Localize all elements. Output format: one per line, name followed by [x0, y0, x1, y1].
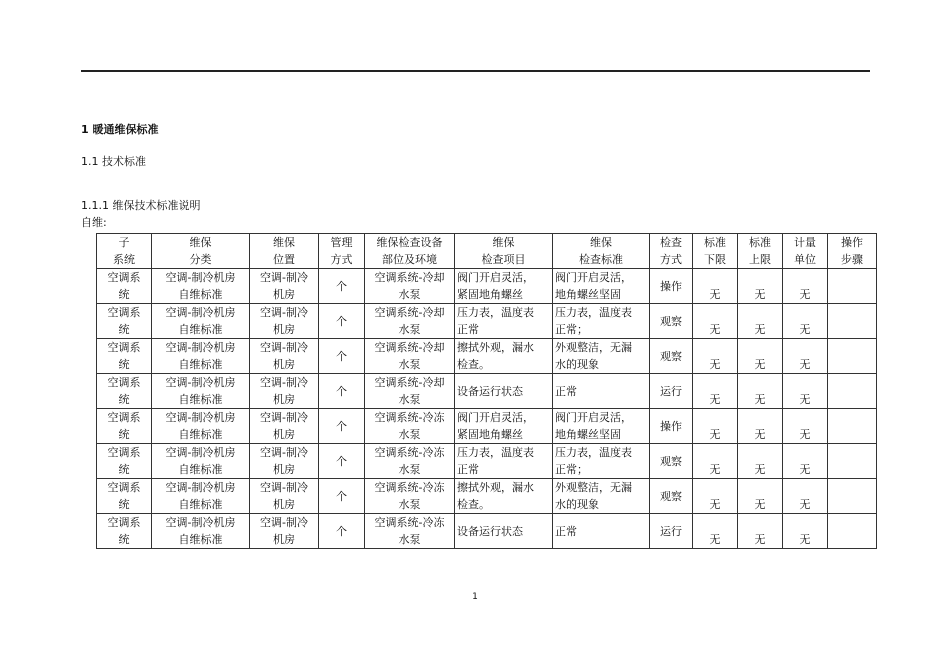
cell-line: 空调-制冷 — [260, 271, 308, 284]
cell-line: 空调系统-冷却 — [374, 376, 445, 389]
column-header — [319, 234, 365, 269]
table-cell — [455, 444, 553, 479]
cell-line: 机房 — [273, 288, 295, 301]
header-line: 分类 — [189, 253, 212, 266]
table-cell — [828, 514, 877, 549]
cell-line: 水泵 — [398, 428, 421, 441]
cell-line: 空调-制冷 — [260, 306, 308, 319]
table-cell — [828, 374, 877, 409]
table-cell — [365, 374, 455, 409]
header-line: 维保 — [189, 236, 212, 249]
table-cell — [365, 444, 455, 479]
table-cell — [250, 269, 319, 304]
table-cell — [152, 374, 250, 409]
table-cell — [152, 479, 250, 514]
cell-line: 检查。 — [457, 358, 490, 371]
cell-line: 空调系统-冷却 — [374, 341, 445, 354]
table-cell: 个 — [319, 374, 365, 409]
table-cell — [250, 409, 319, 444]
table-body — [97, 269, 877, 549]
table-cell — [250, 444, 319, 479]
column-header — [97, 234, 152, 269]
header-line: 部位及环境 — [382, 253, 437, 266]
table-cell: 无 — [738, 374, 783, 409]
table-cell: 运行 — [650, 514, 693, 549]
heading-3: 1.1.1 维保技术标准说明 — [81, 199, 201, 212]
table-row — [97, 339, 877, 374]
cell-line: 压力表，温度表 — [457, 306, 534, 319]
cell-line: 压力表，温度表 — [555, 306, 632, 319]
cell-line: 空调-制冷机房 — [165, 411, 236, 424]
cell-line: 统 — [118, 393, 130, 406]
cell-line: 机房 — [273, 393, 295, 406]
table-cell: 个 — [319, 339, 365, 374]
cell-line: 正常 — [555, 384, 577, 398]
table-cell — [152, 339, 250, 374]
column-header — [250, 234, 319, 269]
header-line: 维保 — [590, 236, 612, 249]
header-line: 维保检查设备 — [376, 236, 443, 249]
header-line: 方式 — [330, 253, 353, 266]
table-cell — [250, 374, 319, 409]
cell-line: 空调系统-冷冻 — [374, 481, 445, 494]
cell-line: 阀门开启灵活， — [457, 271, 534, 284]
table-cell — [250, 339, 319, 374]
column-header — [650, 234, 693, 269]
cell-line: 机房 — [273, 428, 295, 441]
table-cell — [553, 444, 650, 479]
table-cell — [553, 269, 650, 304]
cell-line: 压力表，温度表 — [555, 446, 632, 459]
table-cell — [365, 269, 455, 304]
column-header — [738, 234, 783, 269]
cell-line: 空调-制冷 — [260, 411, 308, 424]
table-cell: 无 — [783, 514, 828, 549]
header-line: 管理 — [330, 236, 353, 249]
header-line: 操作 — [841, 236, 863, 249]
table-cell: 操作 — [650, 409, 693, 444]
cell-line: 水泵 — [398, 463, 421, 476]
cell-line: 统 — [118, 358, 130, 371]
page-number: 1 — [472, 592, 478, 602]
cell-line: 机房 — [273, 498, 295, 511]
table-cell: 个 — [319, 409, 365, 444]
table-cell: 无 — [738, 269, 783, 304]
table-cell — [250, 514, 319, 549]
header-line: 上限 — [749, 253, 771, 266]
cell-line: 自维标准 — [178, 533, 223, 546]
cell-line: 设备运行状态 — [457, 524, 523, 538]
table-cell — [365, 339, 455, 374]
cell-line: 空调系 — [107, 481, 141, 494]
column-header — [152, 234, 250, 269]
header-line: 维保 — [273, 236, 295, 249]
cell-line: 水泵 — [398, 498, 421, 511]
table-cell: 无 — [693, 269, 738, 304]
table-cell — [553, 409, 650, 444]
table-cell: 无 — [738, 339, 783, 374]
cell-line: 空调系 — [107, 411, 141, 424]
table-cell — [152, 409, 250, 444]
table-cell — [97, 374, 152, 409]
cell-line: 空调系统-冷冻 — [374, 516, 445, 529]
table-cell — [455, 479, 553, 514]
table-cell: 个 — [319, 269, 365, 304]
cell-line: 地角螺丝坚固 — [555, 288, 621, 301]
cell-line: 空调系统-冷冻 — [374, 411, 445, 424]
cell-line: 自维标准 — [178, 358, 223, 371]
cell-line: 空调-制冷机房 — [165, 516, 236, 529]
header-line: 子 — [118, 236, 130, 249]
cell-line: 正常 — [457, 463, 479, 476]
cell-line: 水的现象 — [555, 498, 599, 511]
subheading: 自维: — [81, 216, 107, 229]
table-cell — [455, 409, 553, 444]
table-cell — [365, 409, 455, 444]
table-cell: 无 — [783, 304, 828, 339]
table-cell — [455, 374, 553, 409]
table-cell — [828, 444, 877, 479]
cell-line: 空调-制冷 — [260, 481, 308, 494]
table-cell: 观察 — [650, 304, 693, 339]
header-line: 标准 — [749, 236, 771, 249]
cell-line: 统 — [118, 498, 130, 511]
table-cell — [250, 304, 319, 339]
cell-line: 空调系统-冷却 — [374, 271, 445, 284]
cell-line: 自维标准 — [178, 498, 223, 511]
header-line: 方式 — [660, 253, 682, 266]
cell-line: 统 — [118, 428, 130, 441]
header-line: 下限 — [704, 253, 726, 266]
table-row — [97, 374, 877, 409]
header-line: 检查 — [660, 236, 682, 249]
table-cell — [455, 304, 553, 339]
table-cell: 观察 — [650, 339, 693, 374]
table-header — [97, 234, 877, 269]
header-line: 维保 — [492, 236, 515, 249]
table-cell: 无 — [693, 304, 738, 339]
table-cell — [553, 479, 650, 514]
table-cell — [97, 409, 152, 444]
cell-line: 水泵 — [398, 393, 421, 406]
table-cell — [365, 304, 455, 339]
header-line: 位置 — [273, 253, 295, 266]
cell-line: 擦拭外观，漏水 — [457, 481, 534, 494]
header-line: 系统 — [113, 253, 135, 266]
cell-line: 机房 — [273, 323, 295, 336]
table-cell: 无 — [693, 479, 738, 514]
table-cell: 无 — [738, 514, 783, 549]
column-header — [693, 234, 738, 269]
table-cell: 无 — [738, 479, 783, 514]
cell-line: 擦拭外观，漏水 — [457, 341, 534, 354]
table-cell — [365, 514, 455, 549]
table-cell — [455, 514, 553, 549]
table-cell: 操作 — [650, 269, 693, 304]
cell-line: 空调系统-冷冻 — [374, 446, 445, 459]
cell-line: 正常； — [555, 463, 588, 476]
table-cell: 无 — [783, 409, 828, 444]
table-cell — [365, 479, 455, 514]
table-cell — [455, 269, 553, 304]
cell-line: 机房 — [273, 533, 295, 546]
cell-line: 水泵 — [398, 533, 421, 546]
cell-line: 自维标准 — [178, 393, 223, 406]
table-cell: 无 — [738, 304, 783, 339]
table-cell: 无 — [693, 374, 738, 409]
table-cell: 无 — [738, 444, 783, 479]
table-cell: 无 — [738, 409, 783, 444]
cell-line: 自维标准 — [178, 288, 223, 301]
table-cell — [97, 269, 152, 304]
table-cell: 无 — [693, 514, 738, 549]
cell-line: 设备运行状态 — [457, 384, 523, 398]
table-cell — [152, 269, 250, 304]
table-cell — [97, 444, 152, 479]
table-cell — [152, 514, 250, 549]
cell-line: 正常 — [457, 323, 479, 336]
table-cell: 观察 — [650, 479, 693, 514]
cell-line: 空调系 — [107, 341, 141, 354]
cell-line: 自维标准 — [178, 323, 223, 336]
header-row — [97, 234, 877, 269]
table-cell: 无 — [783, 444, 828, 479]
header-rule — [81, 70, 870, 72]
cell-line: 自维标准 — [178, 463, 223, 476]
header-line: 计量 — [794, 236, 816, 249]
cell-line: 水泵 — [398, 323, 421, 336]
cell-line: 空调-制冷 — [260, 446, 308, 459]
header-line: 检查项目 — [481, 253, 526, 266]
header-line: 检查标准 — [579, 253, 623, 266]
table-cell: 无 — [693, 444, 738, 479]
heading-2: 1.1 技术标准 — [81, 155, 146, 168]
table-cell — [97, 304, 152, 339]
cell-line: 水泵 — [398, 358, 421, 371]
cell-line: 水泵 — [398, 288, 421, 301]
cell-line: 空调-制冷 — [260, 376, 308, 389]
maintenance-standards-table — [96, 233, 877, 549]
cell-line: 外观整洁，无漏 — [555, 481, 632, 494]
cell-line: 正常； — [555, 323, 588, 336]
cell-line: 统 — [118, 533, 130, 546]
column-header — [455, 234, 553, 269]
cell-line: 空调系 — [107, 516, 141, 529]
table-row — [97, 479, 877, 514]
table-cell — [828, 479, 877, 514]
table-cell: 无 — [783, 269, 828, 304]
table-row — [97, 304, 877, 339]
header-line: 步骤 — [841, 253, 863, 266]
cell-line: 阀门开启灵活， — [457, 411, 534, 424]
table-cell — [828, 304, 877, 339]
table-cell — [828, 269, 877, 304]
table-cell — [97, 479, 152, 514]
cell-line: 阀门开启灵活， — [555, 271, 632, 284]
cell-line: 紧固地角螺丝 — [457, 288, 523, 301]
cell-line: 机房 — [273, 463, 295, 476]
table-row — [97, 409, 877, 444]
cell-line: 阀门开启灵活， — [555, 411, 632, 424]
table-cell — [97, 514, 152, 549]
table-cell — [828, 339, 877, 374]
table-cell — [152, 304, 250, 339]
table-cell: 运行 — [650, 374, 693, 409]
table-cell — [97, 339, 152, 374]
cell-line: 空调-制冷机房 — [165, 481, 236, 494]
cell-line: 空调-制冷机房 — [165, 446, 236, 459]
table-cell: 观察 — [650, 444, 693, 479]
cell-line: 压力表，温度表 — [457, 446, 534, 459]
table-row — [97, 269, 877, 304]
table-cell: 个 — [319, 444, 365, 479]
cell-line: 水的现象 — [555, 358, 599, 371]
cell-line: 机房 — [273, 358, 295, 371]
table-cell — [828, 409, 877, 444]
table-cell: 个 — [319, 304, 365, 339]
column-header — [828, 234, 877, 269]
cell-line: 空调系 — [107, 446, 141, 459]
table-cell: 个 — [319, 514, 365, 549]
table-cell — [553, 514, 650, 549]
cell-line: 地角螺丝坚固 — [555, 428, 621, 441]
cell-line: 外观整洁，无漏 — [555, 341, 632, 354]
header-line: 单位 — [794, 253, 816, 266]
table-cell: 无 — [693, 409, 738, 444]
column-header — [365, 234, 455, 269]
table-cell — [553, 339, 650, 374]
cell-line: 检查。 — [457, 498, 490, 511]
table-cell — [250, 479, 319, 514]
table-cell — [553, 374, 650, 409]
cell-line: 空调系 — [107, 271, 141, 284]
heading-1: 1 暖通维保标准 — [81, 123, 159, 136]
table-cell — [152, 444, 250, 479]
cell-line: 空调系 — [107, 306, 141, 319]
cell-line: 空调-制冷机房 — [165, 306, 236, 319]
cell-line: 统 — [118, 323, 130, 336]
table-cell: 无 — [783, 374, 828, 409]
table-row — [97, 514, 877, 549]
table-cell: 个 — [319, 479, 365, 514]
table-cell: 无 — [783, 479, 828, 514]
column-header — [783, 234, 828, 269]
table-cell — [553, 304, 650, 339]
table-row — [97, 444, 877, 479]
table-cell: 无 — [693, 339, 738, 374]
cell-line: 空调系 — [107, 376, 141, 389]
table-cell: 无 — [783, 339, 828, 374]
cell-line: 自维标准 — [178, 428, 223, 441]
cell-line: 统 — [118, 288, 130, 301]
column-header — [553, 234, 650, 269]
cell-line: 空调-制冷 — [260, 516, 308, 529]
cell-line: 空调-制冷机房 — [165, 341, 236, 354]
cell-line: 空调系统-冷却 — [374, 306, 445, 319]
table-cell — [455, 339, 553, 374]
cell-line: 统 — [118, 463, 130, 476]
cell-line: 正常 — [555, 524, 577, 538]
cell-line: 空调-制冷机房 — [165, 376, 236, 389]
header-line: 标准 — [704, 236, 726, 249]
cell-line: 空调-制冷机房 — [165, 271, 236, 284]
cell-line: 紧固地角螺丝 — [457, 428, 523, 441]
cell-line: 空调-制冷 — [260, 341, 308, 354]
